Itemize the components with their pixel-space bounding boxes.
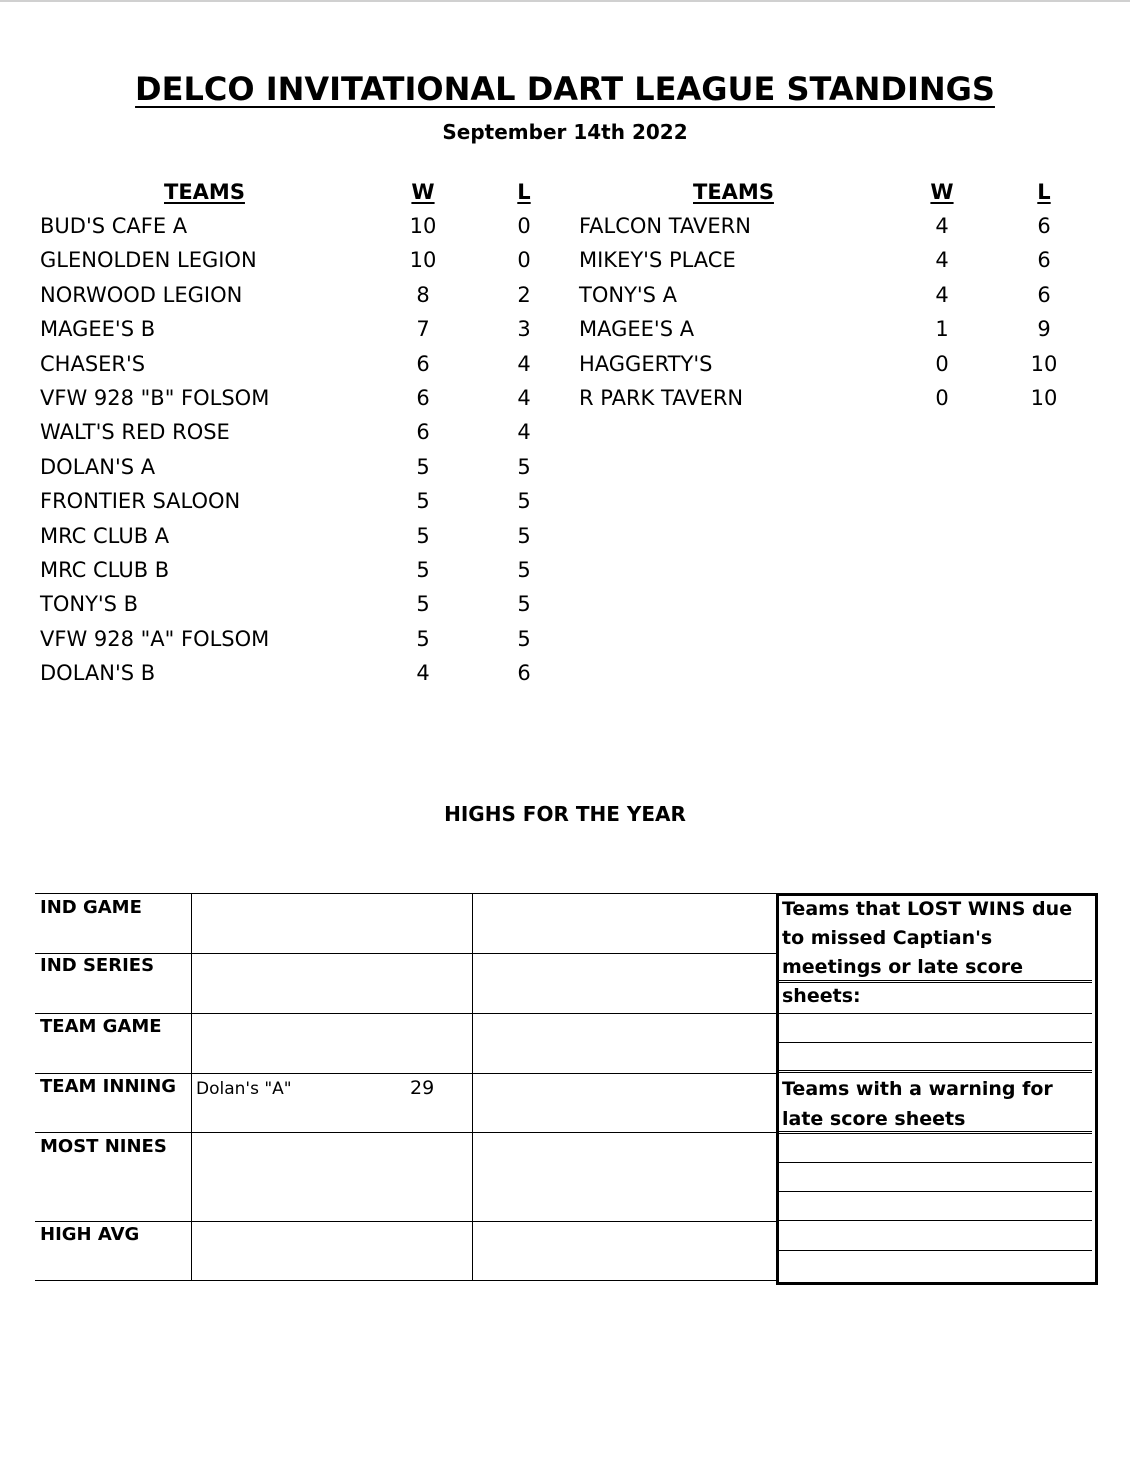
standing-wins: 4: [935, 248, 949, 273]
standing-losses: 6: [1037, 248, 1051, 273]
standing-losses: 4: [517, 420, 531, 445]
notes-rule: [779, 1131, 1092, 1134]
standing-wins: 4: [416, 661, 430, 686]
standing-team-name: VFW 928 "B" FOLSOM: [40, 386, 270, 410]
highs-label-most-nines: MOST NINES: [40, 1136, 167, 1157]
standing-wins: 5: [416, 592, 430, 617]
standing-team-name: HAGGERTY'S: [579, 351, 713, 376]
standing-team-name: FALCON TAVERN: [579, 214, 751, 238]
highs-title: HIGHS FOR THE YEAR: [444, 802, 686, 826]
standing-team-name: DOLAN'S B: [40, 661, 156, 686]
standing-wins: 5: [416, 454, 430, 479]
highs-label-team-inning: TEAM INNING: [40, 1076, 177, 1097]
standing-losses: 2: [517, 282, 531, 307]
notes-rule: [779, 1042, 1092, 1043]
left-teams-header: TEAMS: [164, 180, 245, 204]
standing-wins: 5: [416, 489, 430, 514]
standing-losses: 5: [517, 626, 531, 651]
notes-rule: [779, 1162, 1092, 1163]
standing-losses: 5: [517, 523, 531, 548]
standing-team-name: VFW 928 "A" FOLSOM: [40, 626, 270, 651]
notes-rule: [779, 1191, 1092, 1192]
standing-team-name: MAGEE'S B: [40, 317, 156, 342]
standing-wins: 4: [935, 214, 949, 238]
highs-label-ind-series: IND SERIES: [40, 955, 155, 976]
standing-wins: 1: [935, 317, 949, 342]
standing-wins: 6: [416, 420, 430, 445]
standing-team-name: TONY'S A: [579, 282, 678, 307]
standing-losses: 6: [1037, 214, 1051, 238]
notes-rule: [779, 1013, 1092, 1014]
standing-losses: 6: [1037, 282, 1051, 307]
highs-rule-bottom: [35, 1280, 776, 1281]
highs-col-divider: [191, 893, 192, 1281]
standing-losses: 5: [517, 454, 531, 479]
page-title: DELCO INVITATIONAL DART LEAGUE STANDINGS: [135, 70, 995, 108]
left-w-header: W: [411, 180, 435, 204]
highs-label-team-game: TEAM GAME: [40, 1016, 162, 1037]
highs-rule: [35, 953, 776, 954]
right-teams-header: TEAMS: [693, 180, 774, 204]
standing-team-name: CHASER'S: [40, 351, 146, 376]
standing-team-name: NORWOOD LEGION: [40, 282, 243, 307]
standing-losses: 6: [517, 661, 531, 686]
standing-team-name: FRONTIER SALOON: [40, 489, 241, 514]
notes-rule: [779, 1220, 1092, 1221]
standing-wins: 8: [416, 282, 430, 307]
standing-losses: 5: [517, 592, 531, 617]
page-top-border: [0, 0, 1130, 2]
standing-team-name: MRC CLUB A: [40, 523, 170, 548]
right-l-header: L: [1037, 180, 1051, 204]
highs-rule: [35, 1013, 776, 1014]
standing-wins: 10: [409, 214, 437, 238]
notes-rule: [779, 1250, 1092, 1251]
team-inning-value: 29: [410, 1077, 435, 1099]
standing-losses: 3: [517, 317, 531, 342]
standings-date: September 14th 2022: [442, 120, 688, 144]
standing-team-name: MIKEY'S PLACE: [579, 248, 736, 273]
standing-team-name: R PARK TAVERN: [579, 386, 744, 410]
standing-team-name: WALT'S RED ROSE: [40, 420, 230, 445]
notes-rule: [779, 980, 1092, 983]
highs-rule: [35, 1221, 776, 1222]
standing-wins: 5: [416, 523, 430, 548]
standing-wins: 10: [409, 248, 437, 273]
standing-team-name: GLENOLDEN LEGION: [40, 248, 257, 273]
standing-wins: 5: [416, 558, 430, 582]
highs-col-divider: [472, 893, 473, 1281]
standing-losses: 0: [517, 214, 531, 238]
standing-team-name: TONY'S B: [40, 592, 139, 617]
standing-team-name: MRC CLUB B: [40, 558, 170, 582]
standing-team-name: BUD'S CAFE A: [40, 214, 188, 238]
highs-rule: [35, 1073, 776, 1074]
standing-wins: 7: [416, 317, 430, 342]
team-inning-holder: Dolan's "A": [196, 1079, 292, 1099]
standing-team-name: MAGEE'S A: [579, 317, 695, 342]
standing-losses: 4: [517, 386, 531, 410]
warning-note: Teams with a warning for late score sheets: [782, 1078, 1053, 1130]
highs-label-ind-game: IND GAME: [40, 897, 142, 918]
standing-losses: 9: [1037, 317, 1051, 342]
standing-losses: 10: [1030, 351, 1058, 376]
standing-losses: 5: [517, 489, 531, 514]
highs-rule: [35, 1132, 776, 1133]
lost-wins-note: Teams that LOST WINS due to missed Captian's meetings or late score sheets:: [782, 898, 1073, 1007]
standing-losses: 4: [517, 351, 531, 376]
page-title-wrap: [0, 70, 1130, 108]
standing-wins: 0: [935, 351, 949, 376]
standing-wins: 0: [935, 386, 949, 410]
highs-label-high-avg: HIGH AVG: [40, 1224, 140, 1245]
notes-rule: [779, 1070, 1092, 1073]
standing-wins: 5: [416, 626, 430, 651]
standing-losses: 0: [517, 248, 531, 273]
standing-losses: 10: [1030, 386, 1058, 410]
standing-wins: 6: [416, 351, 430, 376]
standing-losses: 5: [517, 558, 531, 582]
standing-wins: 6: [416, 386, 430, 410]
left-l-header: L: [517, 180, 531, 204]
standing-team-name: DOLAN'S A: [40, 454, 156, 479]
standing-wins: 4: [935, 282, 949, 307]
highs-rule-top: [35, 893, 776, 894]
right-w-header: W: [930, 180, 954, 204]
